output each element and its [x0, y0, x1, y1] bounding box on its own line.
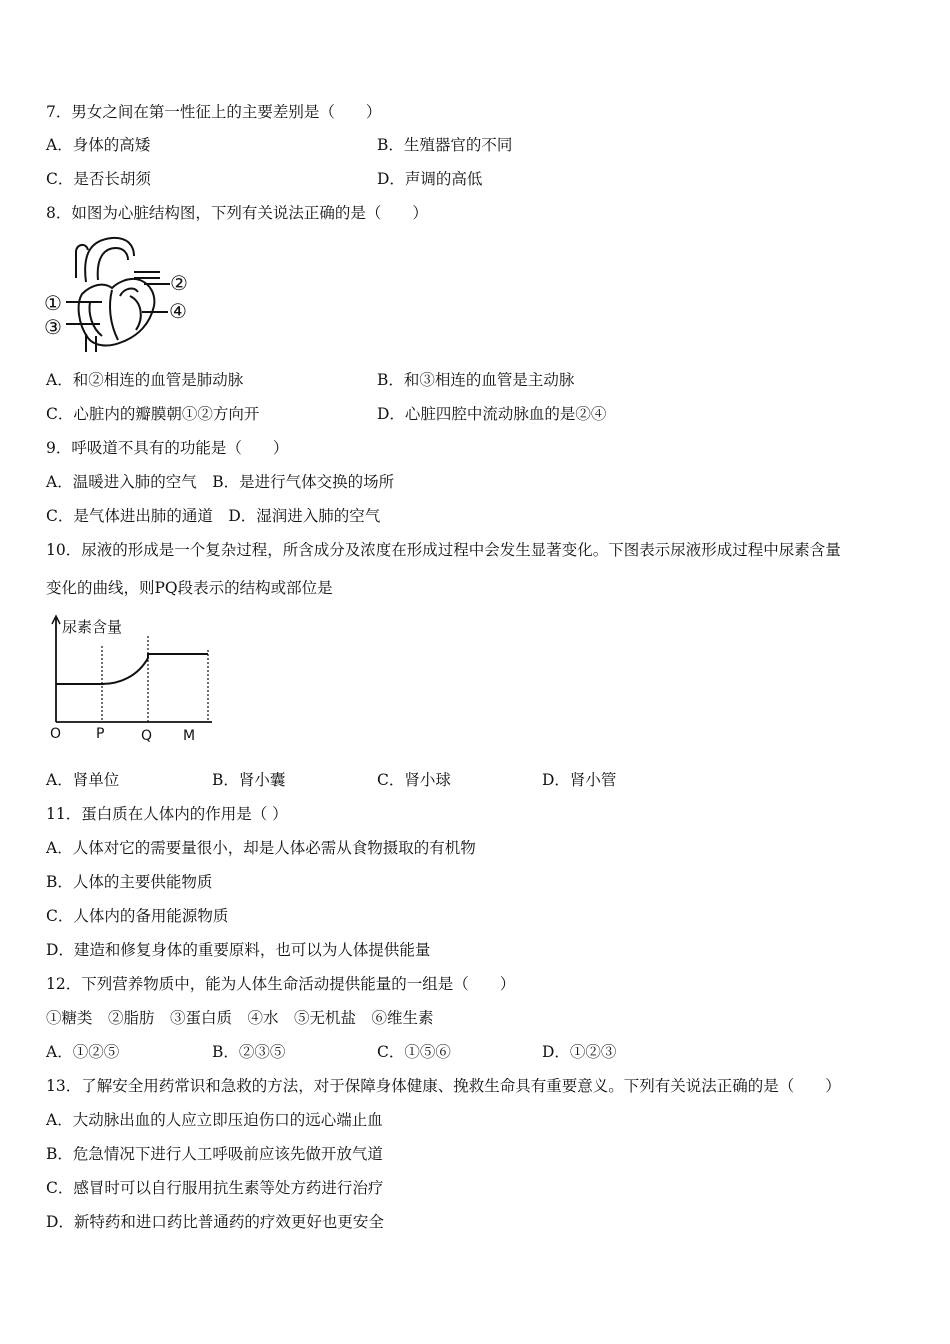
q9-options-ab: A．温暖进入肺的空气 B．是进行气体交换的场所 [46, 473, 395, 491]
q8-stem: 8．如图为心脏结构图，下列有关说法正确的是（ ） [46, 204, 428, 222]
q12-option-c: C．①⑤⑥ [377, 1043, 451, 1061]
urea-ylabel: 尿素含量 [62, 618, 123, 636]
q9-options-cd: C．是气体进出肺的通道 D．湿润进入肺的空气 [46, 507, 381, 525]
q9-stem: 9．呼吸道不具有的功能是（ ） [46, 439, 289, 457]
heart-label-3: ③ [44, 315, 62, 339]
urea-graph [40, 608, 220, 748]
q13-option-c: C．感冒时可以自行服用抗生素等处方药进行治疗 [46, 1179, 384, 1197]
q12-option-a: A．①②⑤ [46, 1043, 120, 1061]
q8-option-d: D．心脏四腔中流动脉血的是②④ [377, 405, 607, 423]
heart-label-2: ② [170, 271, 188, 295]
q10-option-d: D．肾小管 [542, 771, 617, 789]
q7-stem: 7．男女之间在第一性征上的主要差别是（ ） [46, 103, 382, 121]
urea-xlabel-p: P [96, 726, 105, 742]
q7-option-d: D．声调的高低 [377, 170, 483, 188]
q12-option-b: B．②③⑤ [212, 1043, 286, 1061]
q11-stem: 11．蛋白质在人体内的作用是（ ） [46, 805, 288, 823]
q13-option-b: B．危急情况下进行人工呼吸前应该先做开放气道 [46, 1145, 383, 1163]
q12-option-d: D．①②③ [542, 1043, 617, 1061]
q11-option-b: B．人体的主要供能物质 [46, 873, 213, 891]
heart-label-1: ① [44, 291, 62, 315]
q12-items: ①糖类 ②脂肪 ③蛋白质 ④水 ⑤无机盐 ⑥维生素 [46, 1009, 434, 1027]
q10-option-a: A．肾单位 [46, 771, 120, 789]
q13-option-a: A．大动脉出血的人应立即压迫伤口的远心端止血 [46, 1111, 383, 1129]
q11-option-c: C．人体内的备用能源物质 [46, 907, 229, 925]
q8-option-b: B．和③相连的血管是主动脉 [377, 371, 575, 389]
q10-stem-line2: 变化的曲线，则PQ段表示的结构或部位是 [46, 579, 333, 597]
q10-option-c: C．肾小球 [377, 771, 451, 789]
urea-xlabel-q: Q [141, 728, 153, 744]
q8-option-a: A．和②相连的血管是肺动脉 [46, 371, 244, 389]
q7-option-c: C．是否长胡须 [46, 170, 151, 188]
heart-label-4: ④ [169, 299, 187, 323]
q13-option-d: D．新特药和进口药比普通药的疗效更好也更安全 [46, 1213, 384, 1231]
q7-option-a: A．身体的高矮 [46, 136, 151, 154]
q8-option-c: C．心脏内的瓣膜朝①②方向开 [46, 405, 260, 423]
q10-stem-line1: 10．尿液的形成是一个复杂过程，所含成分及浓度在形成过程中会发生显著变化。下图表示尿液形成过程中尿素含量 [46, 541, 841, 559]
q11-option-d: D．建造和修复身体的重要原料，也可以为人体提供能量 [46, 941, 431, 959]
q11-option-a: A．人体对它的需要量很小，却是人体必需从食物摄取的有机物 [46, 839, 476, 857]
urea-xlabel-o: O [50, 726, 62, 742]
q13-stem: 13．了解安全用药常识和急救的方法，对于保障身体健康、挽救生命具有重要意义。下列有关说法正确的是（ ） [46, 1077, 841, 1095]
heart-diagram [42, 232, 202, 354]
urea-xlabel-m: M [183, 728, 196, 744]
q12-stem: 12．下列营养物质中，能为人体生命活动提供能量的一组是（ ） [46, 975, 516, 993]
q10-option-b: B．肾小囊 [212, 771, 286, 789]
q7-option-b: B．生殖器官的不同 [377, 136, 513, 154]
